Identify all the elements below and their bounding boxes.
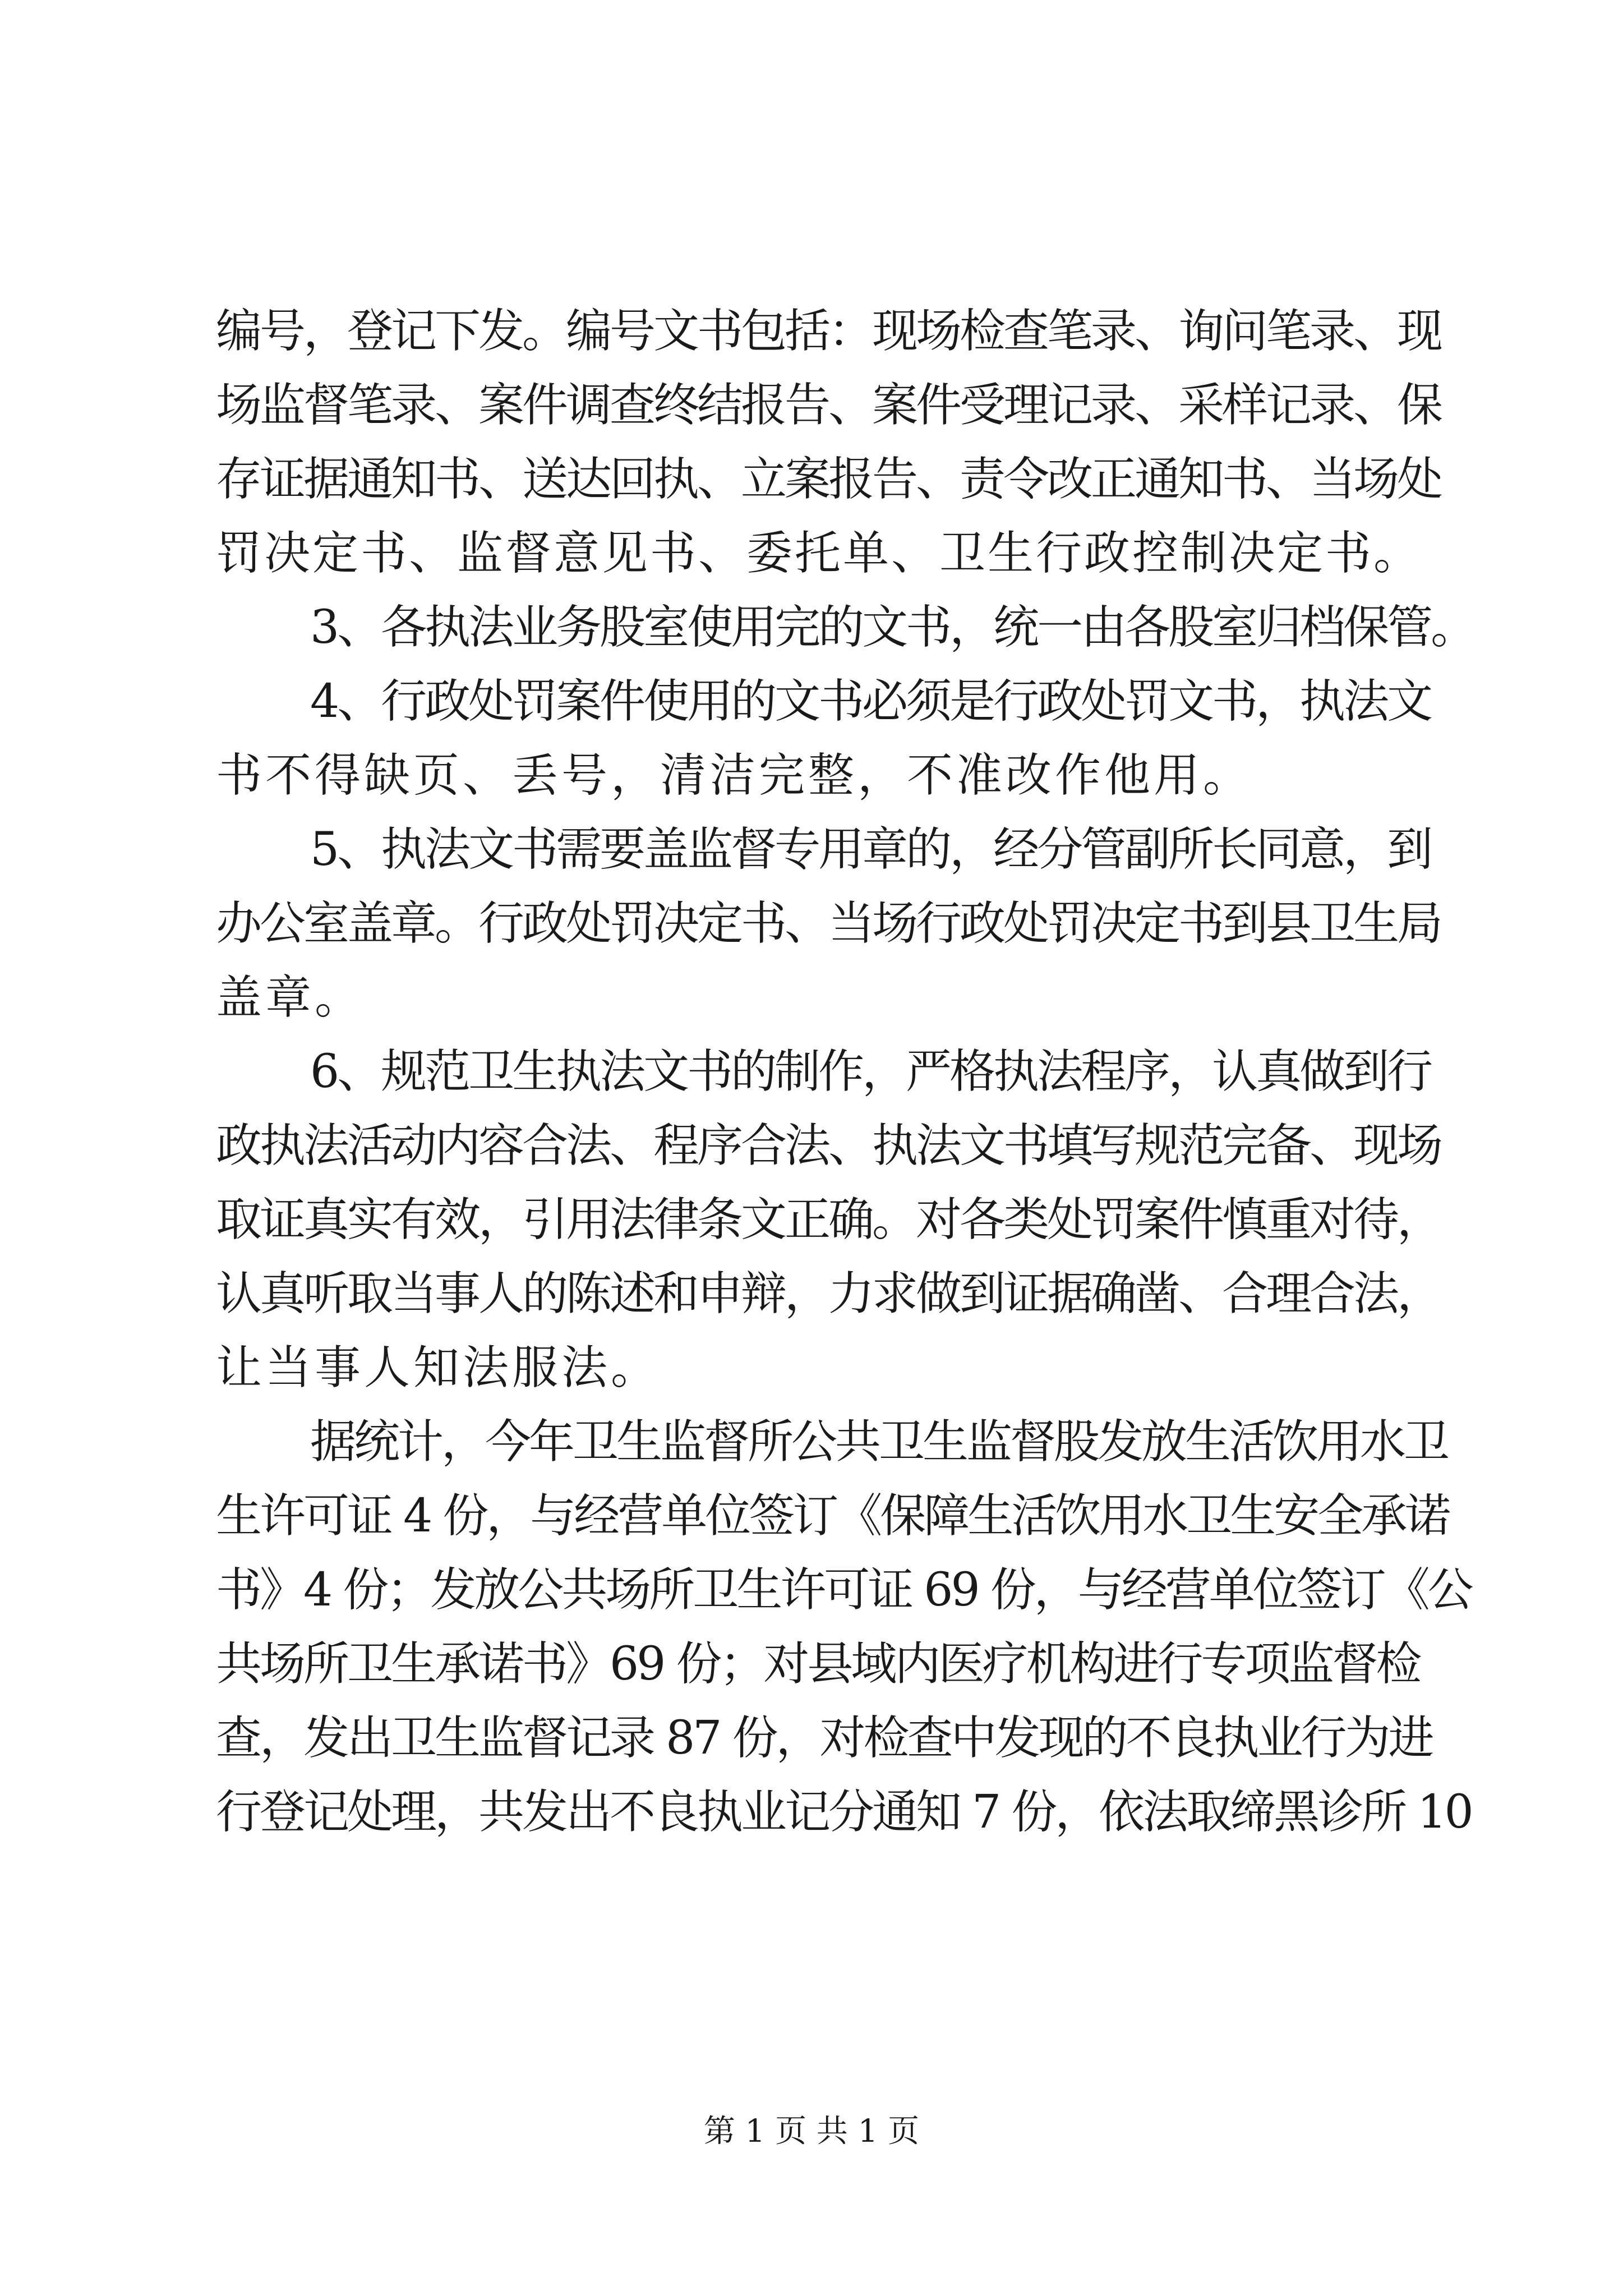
text-line: 4、行政处罚案件使用的文书必须是行政处罚文书，执法文: [310, 675, 1431, 728]
text-line: 政执法活动内容合法、程序合法、执法文书填写规范完备、现场: [216, 1119, 1441, 1172]
text-line: 6、规范卫生执法文书的制作，严格执法程序，认真做到行: [310, 1045, 1431, 1098]
text-line: 据统计，今年卫生监督所公共卫生监督股发放生活饮用水卫: [310, 1415, 1448, 1469]
text-line: 生许可证 4 份，与经营单位签订《保障生活饮用水卫生安全承诺: [216, 1489, 1449, 1543]
text-line: 5、执法文书需要盖监督专用章的，经分管副所长同意，到: [310, 823, 1431, 876]
text-line: 共场所卫生承诺书》69 份；对县域内医疗机构进行专项监督检: [216, 1637, 1420, 1691]
text-line: 办公室盖章。行政处罚决定书、当场行政处罚决定书到县卫生局: [216, 897, 1441, 950]
text-line: 书不得缺页、丢号，清洁完整，不准改作他用。: [216, 749, 1253, 802]
text-line: 书》4 份；发放公共场所卫生许可证 69 份，与经营单位签订《公: [216, 1563, 1472, 1617]
text-line: 场监督笔录、案件调查终结报告、案件受理记录、采样记录、保: [216, 379, 1441, 432]
document-body: [216, 295, 1475, 1849]
text-line: 查，发出卫生监督记录 87 份，对检查中发现的不良执业行为进: [216, 1711, 1432, 1765]
text-line: 3、各执法业务股室使用完的文书，统一由各股室归档保管。: [310, 601, 1475, 654]
text-line: 让当事人知法服法。: [216, 1341, 661, 1395]
text-line: 罚决定书、监督意见书、委托单、卫生行政控制决定书。: [216, 527, 1422, 580]
text-line: 存证据通知书、送达回执、立案报告、责令改正通知书、当场处: [216, 453, 1441, 506]
text-line: 编号，登记下发。编号文书包括：现场检查笔录、询问笔录、现: [216, 305, 1441, 358]
text-line: 取证真实有效，引用法律条文正确。对各类处罚案件慎重对待，: [216, 1193, 1441, 1246]
text-line: 行登记处理，共发出不良执业记分通知 7 份，依法取缔黑诊所 10: [216, 1786, 1472, 1839]
text-line: 认真听取当事人的陈述和申辩，力求做到证据确凿、合理合法，: [216, 1267, 1441, 1320]
page-footer: 第 1 页 共 1 页: [703, 2113, 920, 2150]
text-line: 盖章。: [216, 971, 365, 1024]
